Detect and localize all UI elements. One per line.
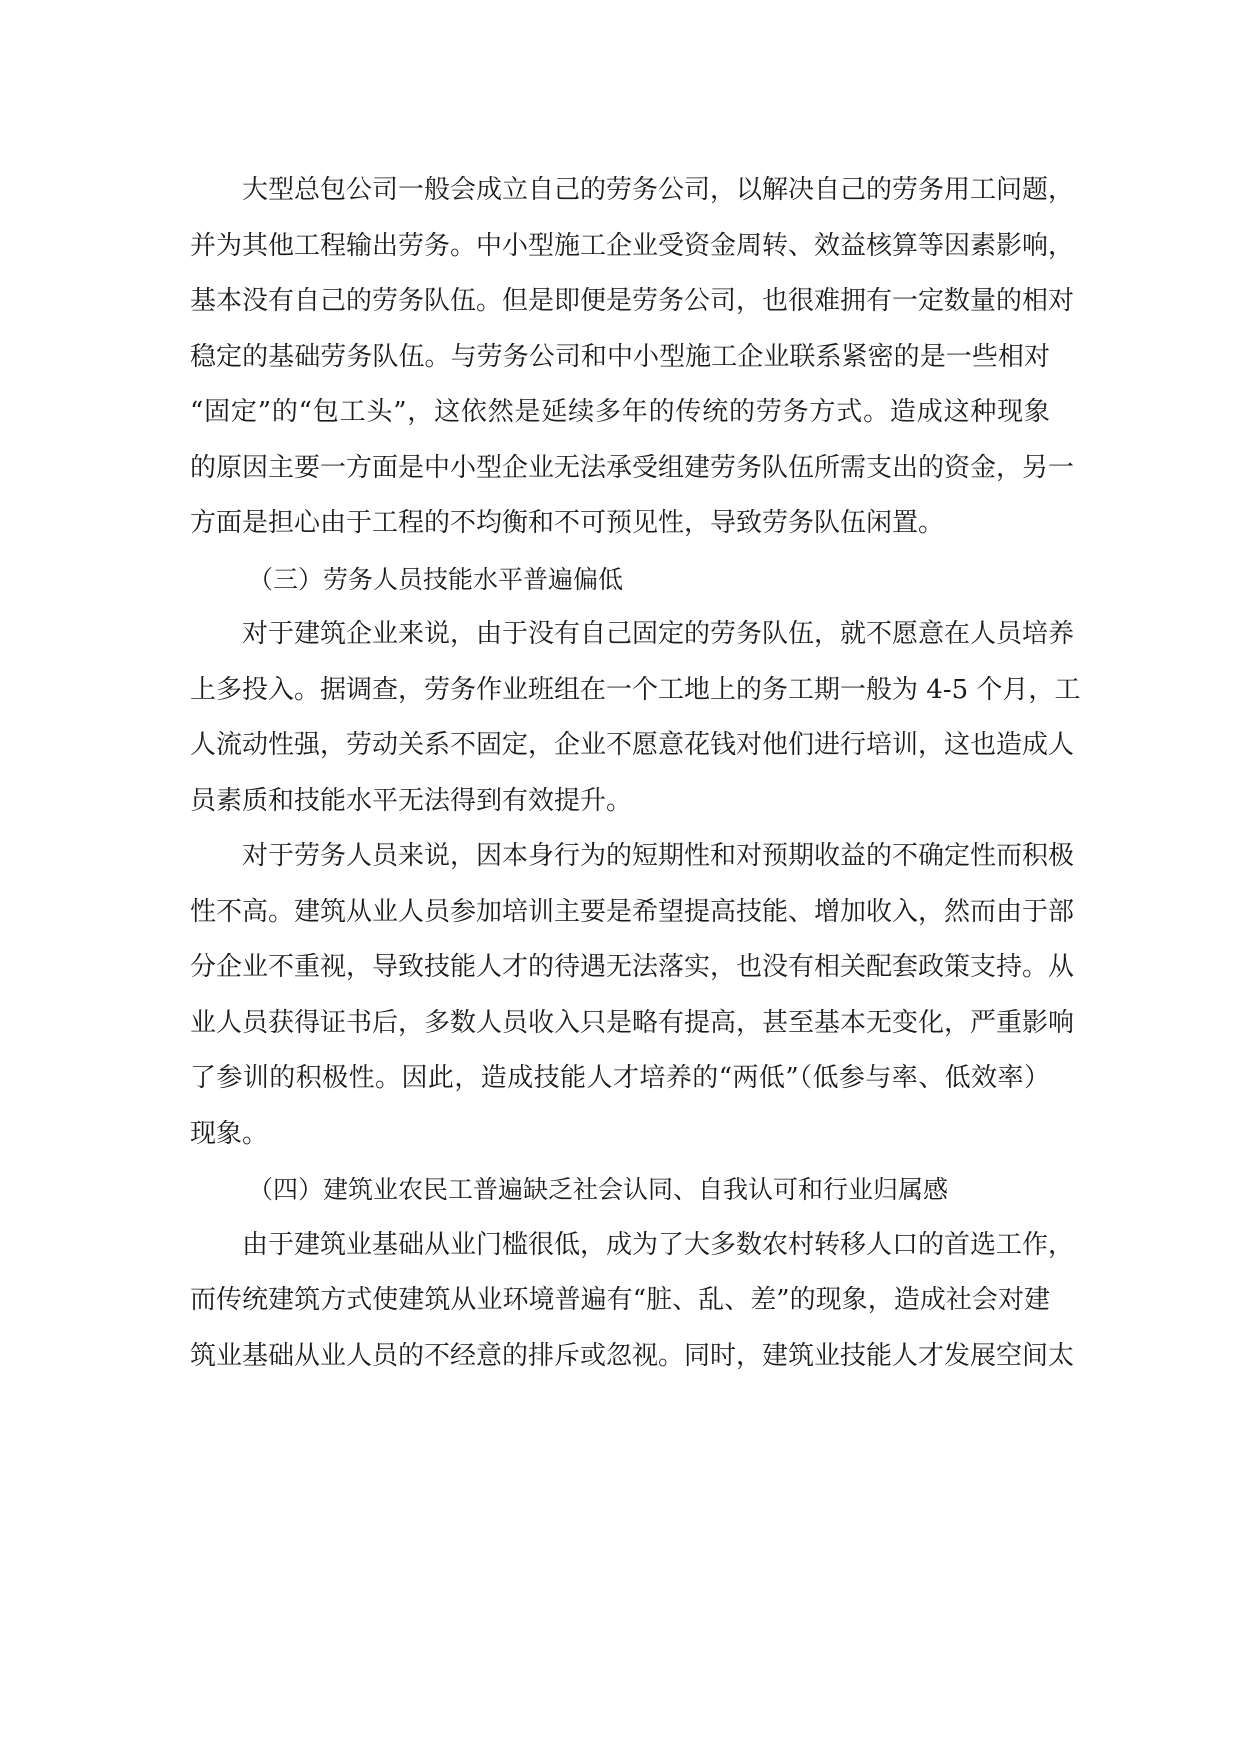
paragraph-line: 现象。 — [190, 1118, 269, 1149]
paragraph-line: 基本没有自己的劳务队伍。但是即便是劳务公司，也很难拥有一定数量的相对 — [190, 286, 1075, 316]
paragraph-line: 业人员获得证书后，多数人员收入只是略有提高，甚至基本无变化，严重影响 — [190, 1007, 1075, 1038]
section-heading-4: （四）建筑业农民工普遍缺乏社会认同、自我认可和行业归属感 — [248, 1175, 949, 1204]
paragraph-2 — [190, 607, 1081, 829]
paragraph-line: 大型总包公司一般会成立自己的劳务公司，以解决自己的劳务用工问题， — [242, 175, 1075, 205]
document-body — [190, 163, 1081, 1384]
paragraph-line: 的原因主要一方面是中小型企业无法承受组建劳务队伍所需支出的资金，另一 — [190, 452, 1075, 483]
paragraph-line: 性不高。建筑从业人员参加培训主要是希望提高技能、增加收入，然而由于部 — [190, 896, 1075, 927]
paragraph-line: 并为其他工程输出劳务。中小型施工企业受资金周转、效益核算等因素影响， — [190, 230, 1075, 261]
paragraph-line: 员素质和技能水平无法得到有效提升。 — [190, 785, 633, 816]
paragraph-line: 对于建筑企业来说，由于没有自己固定的劳务队伍，就不愿意在人员培养 — [242, 619, 1075, 649]
paragraph-line: 筑业基础从业人员的不经意的排斥或忽视。同时，建筑业技能人才发展空间太 — [190, 1340, 1075, 1371]
paragraph-3 — [190, 829, 1075, 1162]
paragraph-line: 方面是担心由于工程的不均衡和不可预见性，导致劳务队伍闲置。 — [190, 508, 945, 538]
paragraph-4 — [190, 1218, 1075, 1385]
paragraph-line: “固定”的“包工头”，这依然是延续多年的传统的劳务方式。造成这种现象 — [190, 397, 1050, 427]
paragraph-line: 分企业不重视，导致技能人才的待遇无法落实，也没有相关配套政策支持。从 — [190, 952, 1075, 982]
paragraph-line: 人流动性强，劳动关系不固定，企业不愿意花钱对他们进行培训，这也造成人 — [190, 730, 1075, 760]
paragraph-line: 对于劳务人员来说，因本身行为的短期性和对预期收益的不确定性而积极 — [242, 841, 1075, 871]
paragraph-line: 了参训的积极性。因此，造成技能人才培养的“两低”（低参与率、低效率） — [190, 1063, 1050, 1093]
paragraph-line: 而传统建筑方式使建筑从业环境普遍有“脏、乱、差”的现象，造成社会对建 — [190, 1285, 1050, 1315]
paragraph-1 — [190, 163, 1075, 552]
paragraph-line: 由于建筑业基础从业门槛很低，成为了大多数农村转移人口的首选工作， — [242, 1229, 1075, 1260]
paragraph-line: 上多投入。据调查，劳务作业班组在一个工地上的务工期一般为 4-5 个月，工 — [190, 674, 1081, 705]
section-heading-3: （三）劳务人员技能水平普遍偏低 — [248, 564, 624, 594]
paragraph-line: 稳定的基础劳务队伍。与劳务公司和中小型施工企业联系紧密的是一些相对 — [190, 341, 1050, 372]
